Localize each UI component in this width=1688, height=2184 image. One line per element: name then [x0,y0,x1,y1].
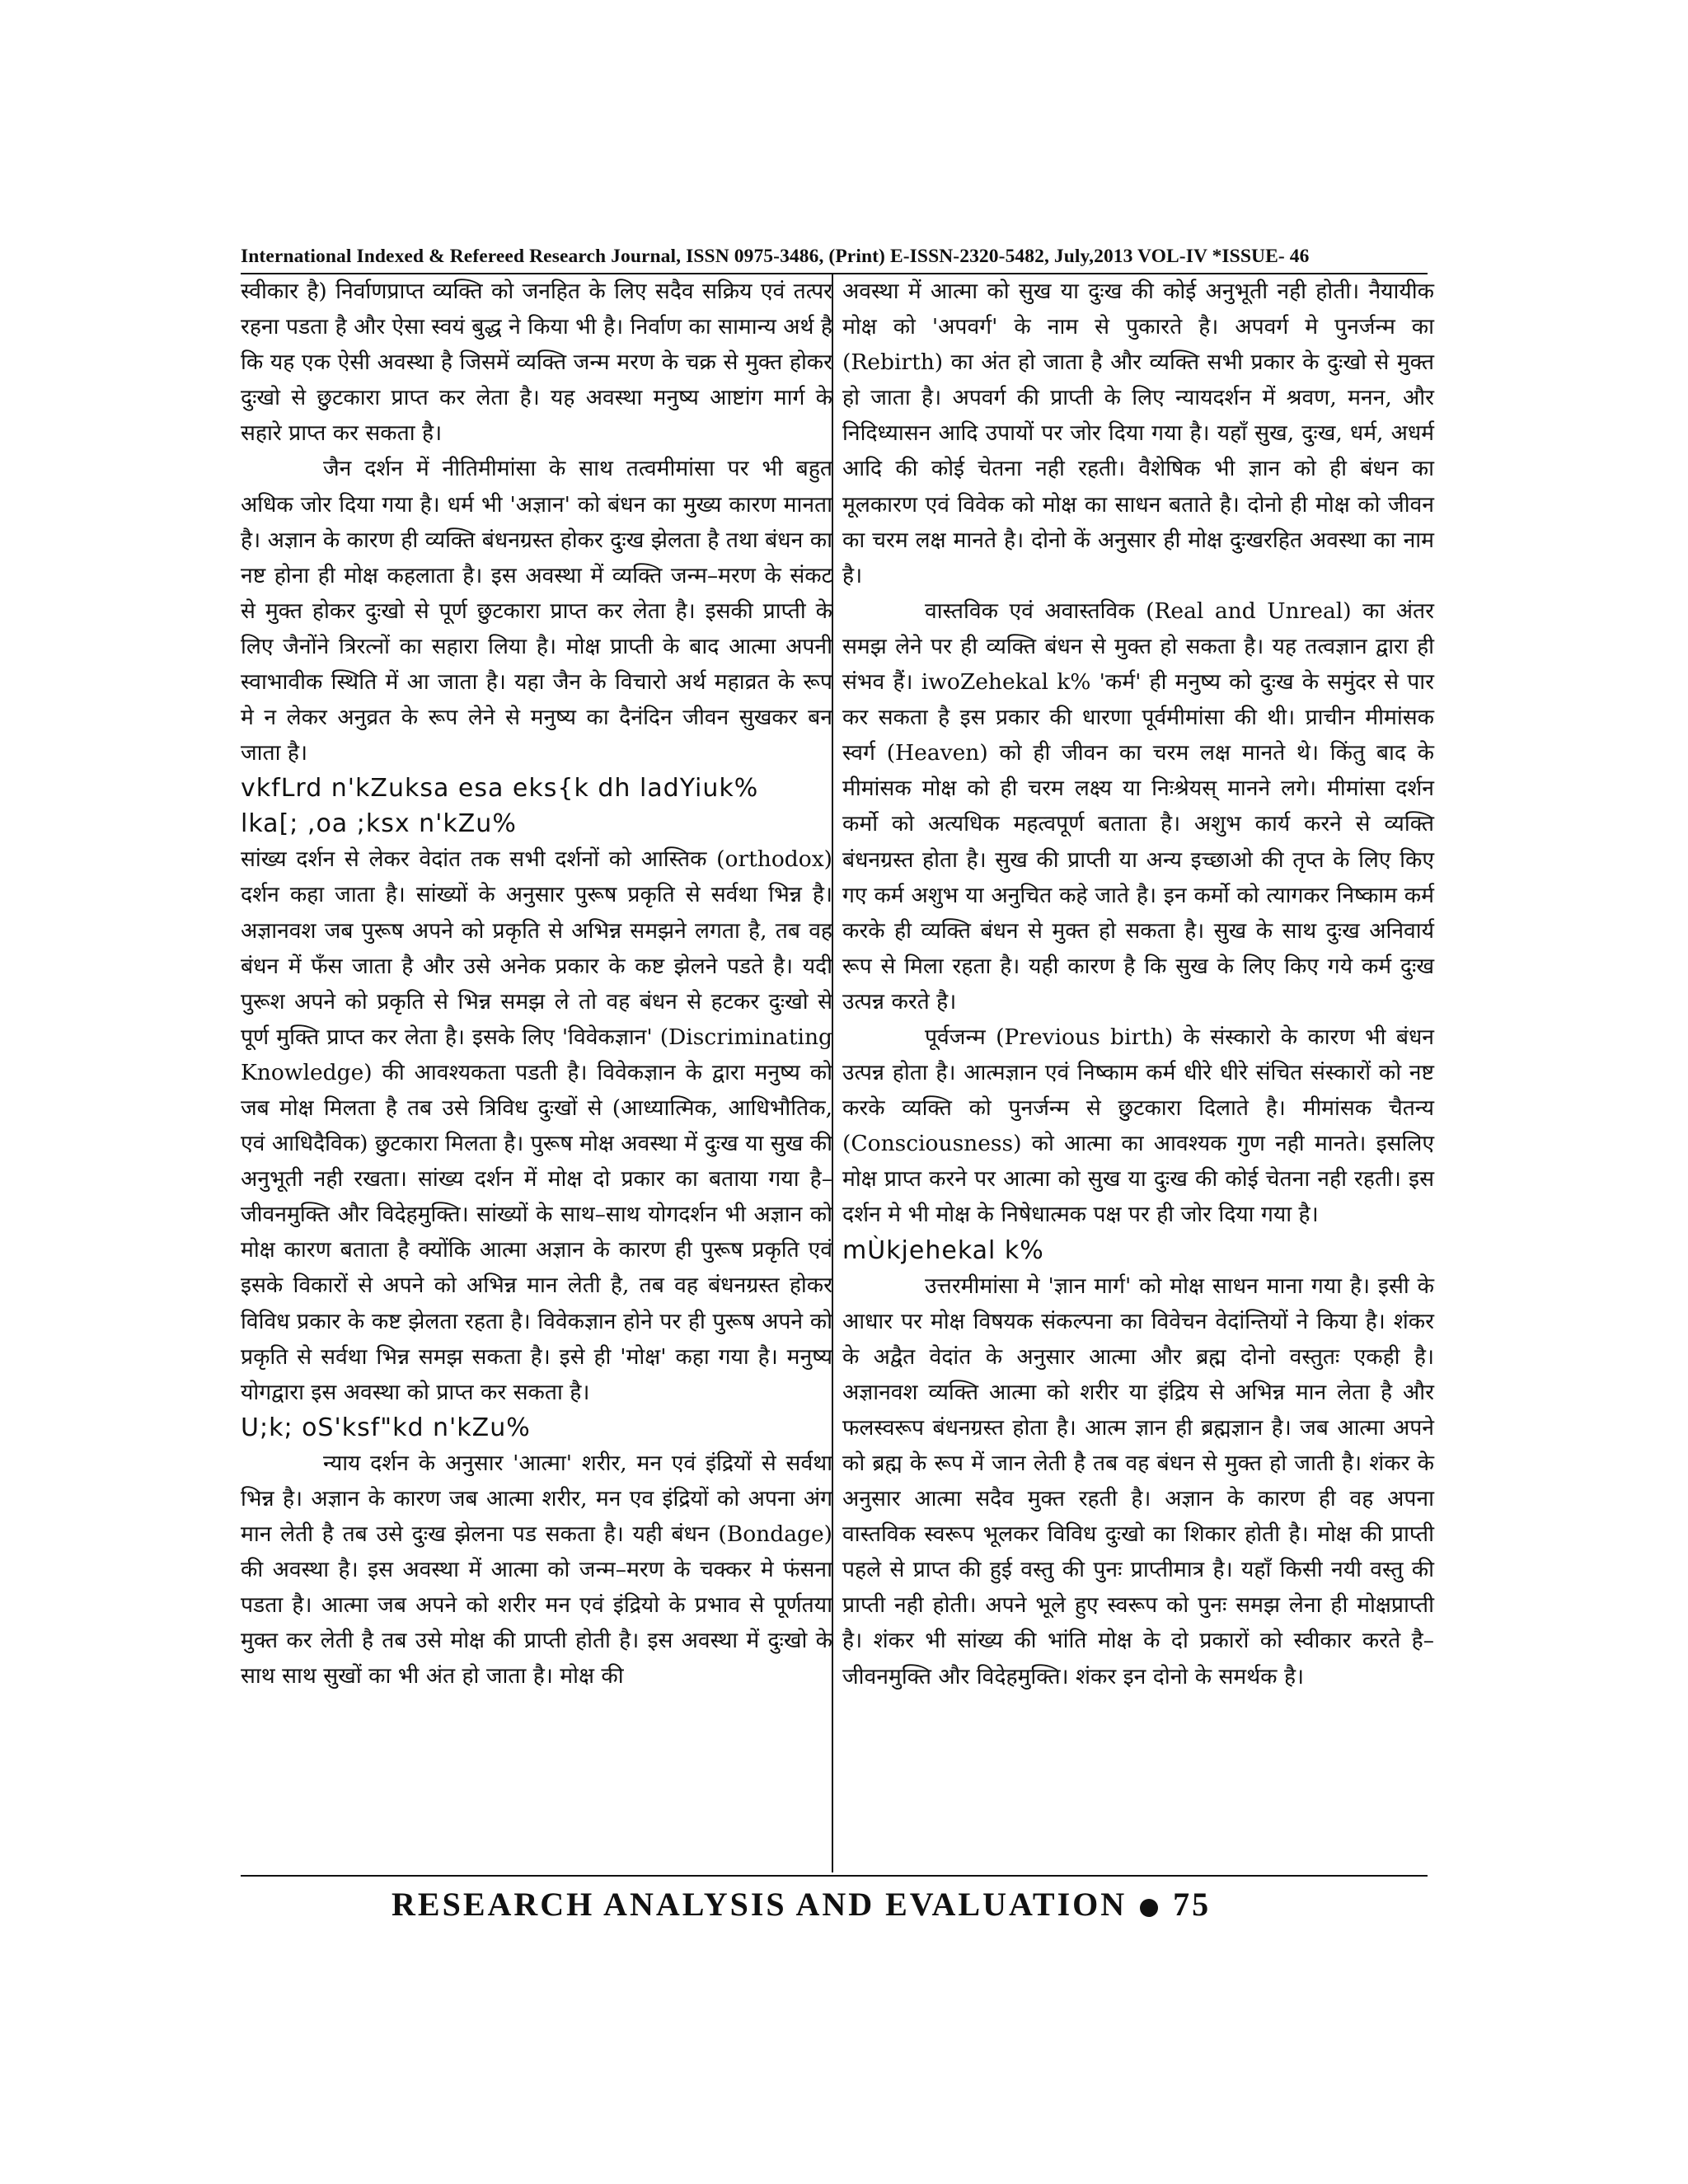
paragraph: उत्तरमीमांसा मे 'ज्ञान मार्ग' को मोक्ष साधन माना गया है। इसी के आधार पर मोक्ष विषयक संकल्पना का विवेचन वेदांन्तियों ने किया है। शंकर के अद्वैत वेदांत के अनुसार आत्मा और ब्रह्म दोनो वस्तुतः एकही है। अज्ञानवश व्यक्ति आत्मा को शरीर या इंद्रिय से अभिन्न मान लेता है और फलस्वरूप बंधनग्रस्त होता है। आत्म ज्ञान ही ब्रह्मज्ञान है। जब आत्मा अपने को ब्रह्म के रूप में जान लेती है तब वह बंधन से मुक्त हो जाती है। शंकर के अनुसार आत्मा सदैव मुक्त रहती है। अज्ञान के कारण ही वह अपना वास्तविक स्वरूप भूलकर विविध दुःखो का शिकार होती है। मोक्ष की प्राप्ती पहले से प्राप्त की हुई वस्तु की पुनः प्राप्तीमात्र है। यहाँ किसी नयी वस्तु की प्राप्ती नही होती। अपने भूले हुए स्वरूप को पुनः समझ लेना ही मोक्षप्राप्ती है। शंकर भी सांख्य की भांति मोक्ष के दो प्रकारों को स्वीकार करते है–जीवनमुक्ति और विदेहमुक्ति। शंकर इन दोनो के समर्थक है। [842,1272,1434,1690]
paragraph: वास्तविक एवं अवास्तविक (Real and Unreal) का अंतर समझ लेने पर ही व्यक्ति बंधन से मुक्त हो सकता है। यह तत्वज्ञान द्वारा ही संभव हैं। iwoZehekal k% 'कर्म' ही मनुष्य को दुःख के समुंदर से पार कर सकता है इस प्रकार की धारणा पूर्वमीमांसा की थी। प्राचीन मीमांसक स्वर्ग (Heaven) को ही जीवन का चरम लक्ष मानते थे। किंतु बाद के मीमांसक मोक्ष को ही चरम लक्ष्य या निःश्रेयस् मानने लगे। मीमांसा दर्शन कर्मो को अत्यधिक महत्वपूर्ण बताता है। अशुभ कार्य करने से व्यक्ति बंधनग्रस्त होता है। सुख की प्राप्ती या अन्य इच्छाओ की तृप्त के लिए किए गए कर्म अशुभ या अनुचित कहे जाते है। इन कर्मो को त्यागकर निष्काम कर्म करके ही व्यक्ति बंधन से मुक्त हो सकता है। सुख के साथ दुःख अनिवार्य रूप से मिला रहता है। यही कारण है कि सुख के लिए किए गये कर्म दुःख उत्पन्न करते है। [842,598,1434,1015]
journal-header: International Indexed & Refereed Research Journal, ISSN 0975-3486, (Print) E-ISSN-2320-5482, July,2013 VOL-IV *ISSUE- 46 [241,246,1310,267]
right-column [842,274,1434,1694]
page-number: 75 [1173,1886,1212,1923]
bullet-icon [1140,1899,1158,1917]
paragraph: अवस्था में आत्मा को सुख या दुःख की कोई अनुभूती नही होती। नैयायीक मोक्ष को 'अपवर्ग' के नाम से पुकारते है। अपवर्ग मे पुनर्जन्म का (Rebirth) का अंत हो जाता है और व्यक्ति सभी प्रकार के दुःखो से मुक्त हो जाता है। अपवर्ग की प्राप्ती के लिए न्यायदर्शन में श्रवण, मनन, और निदिध्यासन आदि उपायों पर जोर दिया गया है। यहाँ सुख, दुःख, धर्म, अधर्म आदि की कोई चेतना नही रहती। वैशेषिक भी ज्ञान को ही बंधन का मूलकारण एवं विवेक को मोक्ष का साधन बताते है। दोनो ही मोक्ष को जीवन का चरम लक्ष मानते है। दोनो कें अनुसार ही मोक्ष दुःखरहित अवस्था का नाम है। [842,279,1434,588]
subsection-heading: mÙkjehekal k% [842,1235,1044,1265]
paragraph: पूर्वजन्म (Previous birth) के संस्कारो के कारण भी बंधन उत्पन्न होता है। आत्मज्ञान एवं निष्काम कर्म धीरे धीरे संचित संस्कारों को नष्ट करके व्यक्ति को पुनर्जन्म से छुटकारा दिलाते है। मीमांसक चैतन्य (Consciousness) को आत्मा का आवश्यक गुण नही मानते। इसलिए मोक्ष प्राप्त करने पर आत्मा को सुख या दुःख की कोई चेतना नही रहती। इस दर्शन मे भी मोक्ष के निषेधात्मक पक्ष पर ही जोर दिया गया है। [842,1024,1434,1228]
subsection-heading: lka[; ,oa ;ksx n'kZu% [241,809,517,839]
left-column [241,274,832,1694]
journal-name: RESEARCH ANALYSIS AND EVALUATION [392,1886,1128,1923]
paragraph: जैन दर्शन में नीतिमीमांसा के साथ तत्वमीमांसा पर भी बहुत अधिक जोर दिया गया है। धर्म भी 'अज्ञान' को बंधन का मुख्य कारण मानता है। अज्ञान के कारण ही व्यक्ति बंधनग्रस्त होकर दुःख झेलता है तथा बंधन का नष्ट होना ही मोक्ष कहलाता है। इस अवस्था में व्यक्ति जन्म–मरण के संकट से मुक्त होकर दुःखो से पूर्ण छुटकारा प्राप्त कर लेता है। इसकी प्राप्ती के लिए जैनोंने त्रिरत्नों का सहारा लिया है। मोक्ष प्राप्ती के बाद आत्मा अपनी स्वाभावीक स्थिति में आ जाता है। यहा जैन के विचारो अर्थ महाव्रत के रूप मे न लेकर अनुव्रत के रूप लेने से मनुष्य का दैनंदिन जीवन सुखकर बन जाता है। [241,456,832,766]
page-footer [392,1885,1211,1924]
subsection-heading: U;k; oS'ksf"kd n'kZu% [241,1413,531,1442]
paragraph: स्वीकार है) निर्वाणप्राप्त व्यक्ति को जनहित के लिए सदैव सक्रिय एवं तत्पर रहना पडता है और ऐसा स्वयं बुद्ध ने किया भी है। निर्वाण का सामान्य अर्थ है कि यह एक ऐसी अवस्था है जिसमें व्यक्ति जन्म मरण के चक्र से मुक्त होकर दुःखो से छुटकारा प्राप्त कर लेता है। यह अवस्था मनुष्य आष्टांग मार्ग के सहारे प्राप्त कर सकता है। [241,279,832,447]
section-heading: vkfLrd n'kZuksa esa eks{k dh ladYiuk% [241,774,759,804]
paragraph: न्याय दर्शन के अनुसार 'आत्मा' शरीर, मन एवं इंद्रियों से सर्वथा भिन्न है। अज्ञान के कारण जब आत्मा शरीर, मन एव इंद्रियों को अपना अंग मान लेती है तब उसे दुःख झेलना पड सकता है। यही बंधन (Bondage) की अवस्था है। इस अवस्था में आत्मा को जन्म–मरण के चक्कर मे फंसना पडता है। आत्मा जब अपने को शरीर मन एवं इंद्रियो के प्रभाव से पूर्णतया मुक्त कर लेती है तब उसे मोक्ष की प्राप्ती होती है। इस अवस्था में दुःखो के साथ साथ सुखों का भी अंत हो जाता है। मोक्ष की [241,1450,832,1690]
paragraph: सांख्य दर्शन से लेकर वेदांत तक सभी दर्शनों को आस्तिक (orthodox) दर्शन कहा जाता है। सांख्यों के अनुसार पुरूष प्रकृति से सर्वथा भिन्न है। अज्ञानवश जब पुरूष अपने को प्रकृति से अभिन्न समझने लगता है, तब वह बंधन में फँस जाता है और उसे अनेक प्रकार के कष्ट झेलने पडते है। यदी पुरूश अपने को प्रकृति से भिन्न समझ ले तो वह बंधन से हटकर दुःखो से पूर्ण मुक्ति प्राप्त कर लेता है। इसके लिए 'विवेकज्ञान' (Discriminating Knowledge) की आवश्यकता पडती है। विवेकज्ञान के द्वारा मनुष्य को जब मोक्ष मिलता है तब उसे त्रिविध दुःखों से (आध्यात्मिक, आधिभौतिक, एवं आधिदैविक) छुटकारा मिलता है। पुरूष मोक्ष अवस्था में दुःख या सुख की अनुभूती नही रखता। सांख्य दर्शन में मोक्ष दो प्रकार का बताया गया है–जीवनमुक्ति और विदेहमुक्ति। सांख्यों के साथ–साथ योगदर्शन भी अज्ञान को मोक्ष कारण बताता है क्योंकि आत्मा अज्ञान के कारण ही पुरूष प्रकृति एवं इसके विकारों से अपने को अभिन्न मान लेती है, तब वह बंधनग्रस्त होकर विविध प्रकार के कष्ट झेलता रहता है। विवेकज्ञान होने पर ही पुरूष अपने को प्रकृति से सर्वथा भिन्न समझ सकता है। इसे ही 'मोक्ष' कहा गया है। मनुष्य योगद्वारा इस अवस्था को प्राप्त कर सकता है। [241,846,832,1405]
footer-rule [241,1875,1428,1877]
column-divider [832,274,833,1872]
